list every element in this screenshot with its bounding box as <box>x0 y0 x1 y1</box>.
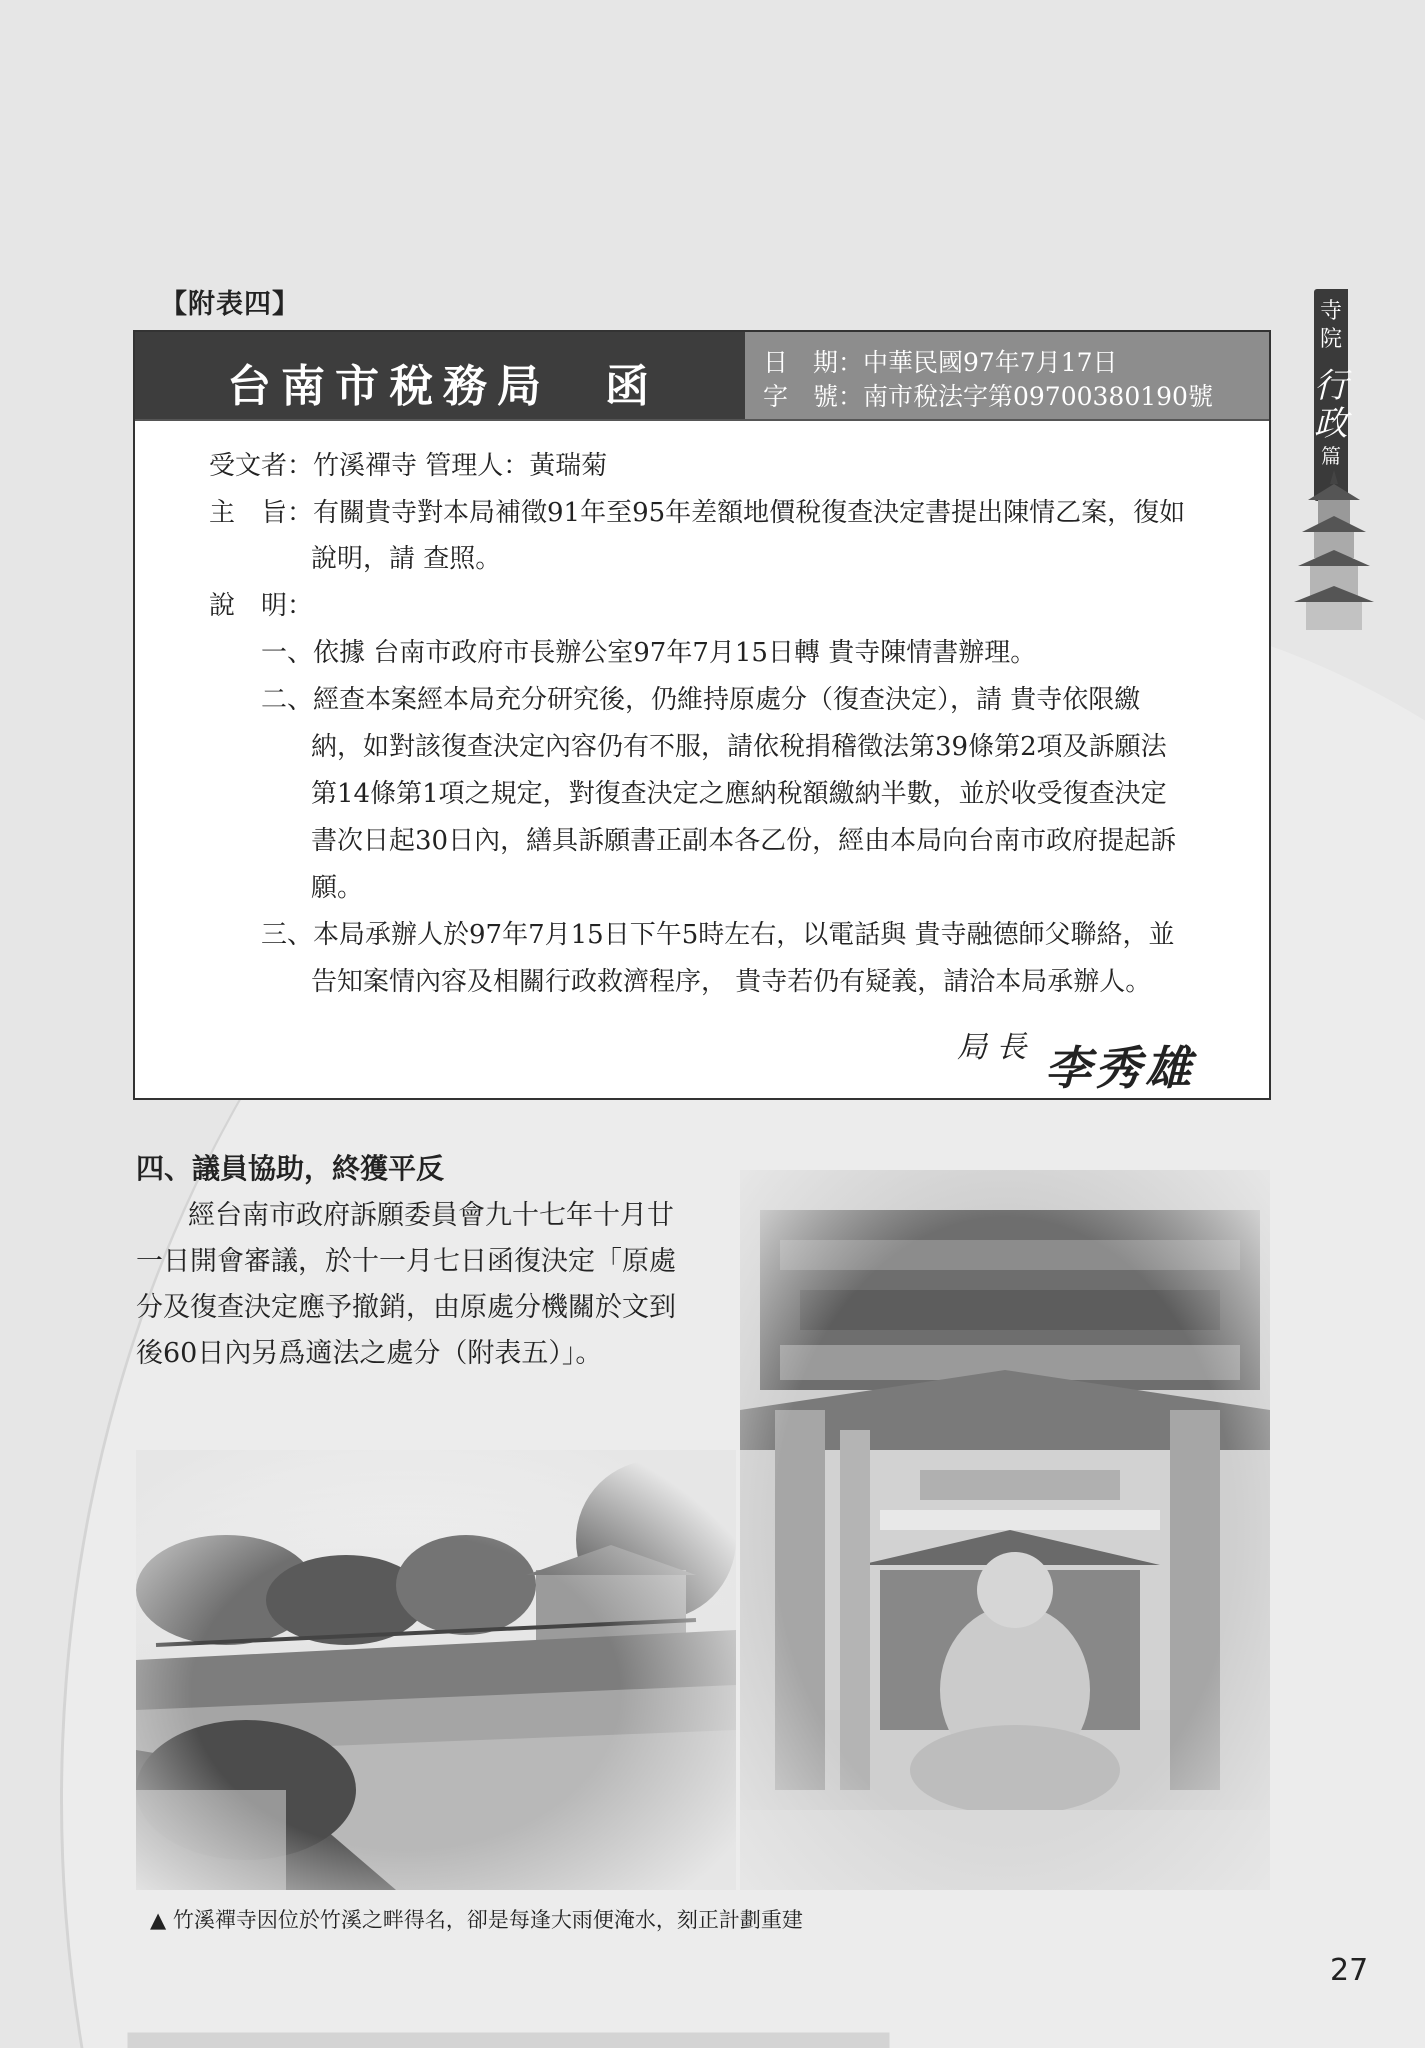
body-line: 後60日內另爲適法之處分（附表五）」。 <box>136 1338 603 1369</box>
letter-line: 納，如對該復查決定內容仍有不服，請依稅捐稽徵法第39條第2項及訴願法 <box>311 732 1167 762</box>
letter-item: 一、依據 台南市政府市長辦公室97年7月15日轉 貴寺陳情書辦理。 <box>261 638 1037 668</box>
letter-line: 願。 <box>311 873 364 903</box>
letter-line: 說明，請 查照。 <box>311 544 502 574</box>
side-tab-calligraphy: 行 <box>1314 366 1348 406</box>
photo-caption: ▲ 竹溪禪寺因位於竹溪之畔得名，卻是每逢大雨便淹水，刻正計劃重建 <box>150 1908 803 1932</box>
letter-line: 第14條第1項之規定，對復查決定之應納稅額繳納半數，並於收受復查決定 <box>311 779 1167 809</box>
letter-date: 日 期：中華民國97年7月17日 <box>763 348 1118 377</box>
letter-recipient: 受文者：竹溪禪寺 管理人：黃瑞菊 <box>209 451 608 481</box>
letter-number: 字 號：南市稅法字第09700380190號 <box>763 382 1213 411</box>
temple-photo <box>740 1170 1270 1890</box>
page-number: 27 <box>1330 1953 1369 1988</box>
body-line: 經台南市政府訴願委員會九十七年十月廿 <box>188 1200 674 1231</box>
handwritten-signature: 李秀雄 <box>1045 1041 1195 1095</box>
side-tab-char: 院 <box>1319 327 1342 352</box>
side-tab-char: 寺 <box>1319 299 1342 324</box>
side-tab-calligraphy: 政 <box>1314 404 1348 444</box>
tax-bureau-letter <box>133 330 1271 1100</box>
signature-title: 局 長 <box>957 1030 1027 1065</box>
body-line: 分及復查決定應予撤銷，由原處分機關於文到 <box>136 1292 676 1323</box>
letter-subject: 主 旨：有關貴寺對本局補徵91年至95年差額地價稅復查決定書提出陳情乙案，復如 <box>209 498 1186 528</box>
pagoda-icon <box>1294 470 1374 630</box>
letter-line: 書次日起30日內，繕具訴願書正副本各乙份，經由本局向台南市政府提起訴 <box>311 826 1177 856</box>
letter-line: 告知案情內容及相關行政救濟程序， 貴寺若仍有疑義，請洽本局承辦人。 <box>311 967 1152 997</box>
letter-item: 二、經查本案經本局充分研究後，仍維持原處分（復查決定），請 貴寺依限繳 <box>261 685 1141 715</box>
letter-item: 三、本局承辦人於97年7月15日下午5時左右，以電話與 貴寺融德師父聯絡，並 <box>261 920 1175 950</box>
letter-header-rule <box>135 419 1269 421</box>
appendix-label: 【附表四】 <box>160 289 300 320</box>
side-tab-char: 篇 <box>1321 444 1341 468</box>
letter-title: 台南市稅務局 函 <box>227 361 659 412</box>
river-photo <box>136 1450 736 1890</box>
letter-explanation-label: 說 明： <box>209 591 314 621</box>
section-heading: 四、議員協助，終獲平反 <box>136 1152 445 1185</box>
body-line: 一日開會審議，於十一月七日函復決定「原處 <box>136 1246 676 1277</box>
